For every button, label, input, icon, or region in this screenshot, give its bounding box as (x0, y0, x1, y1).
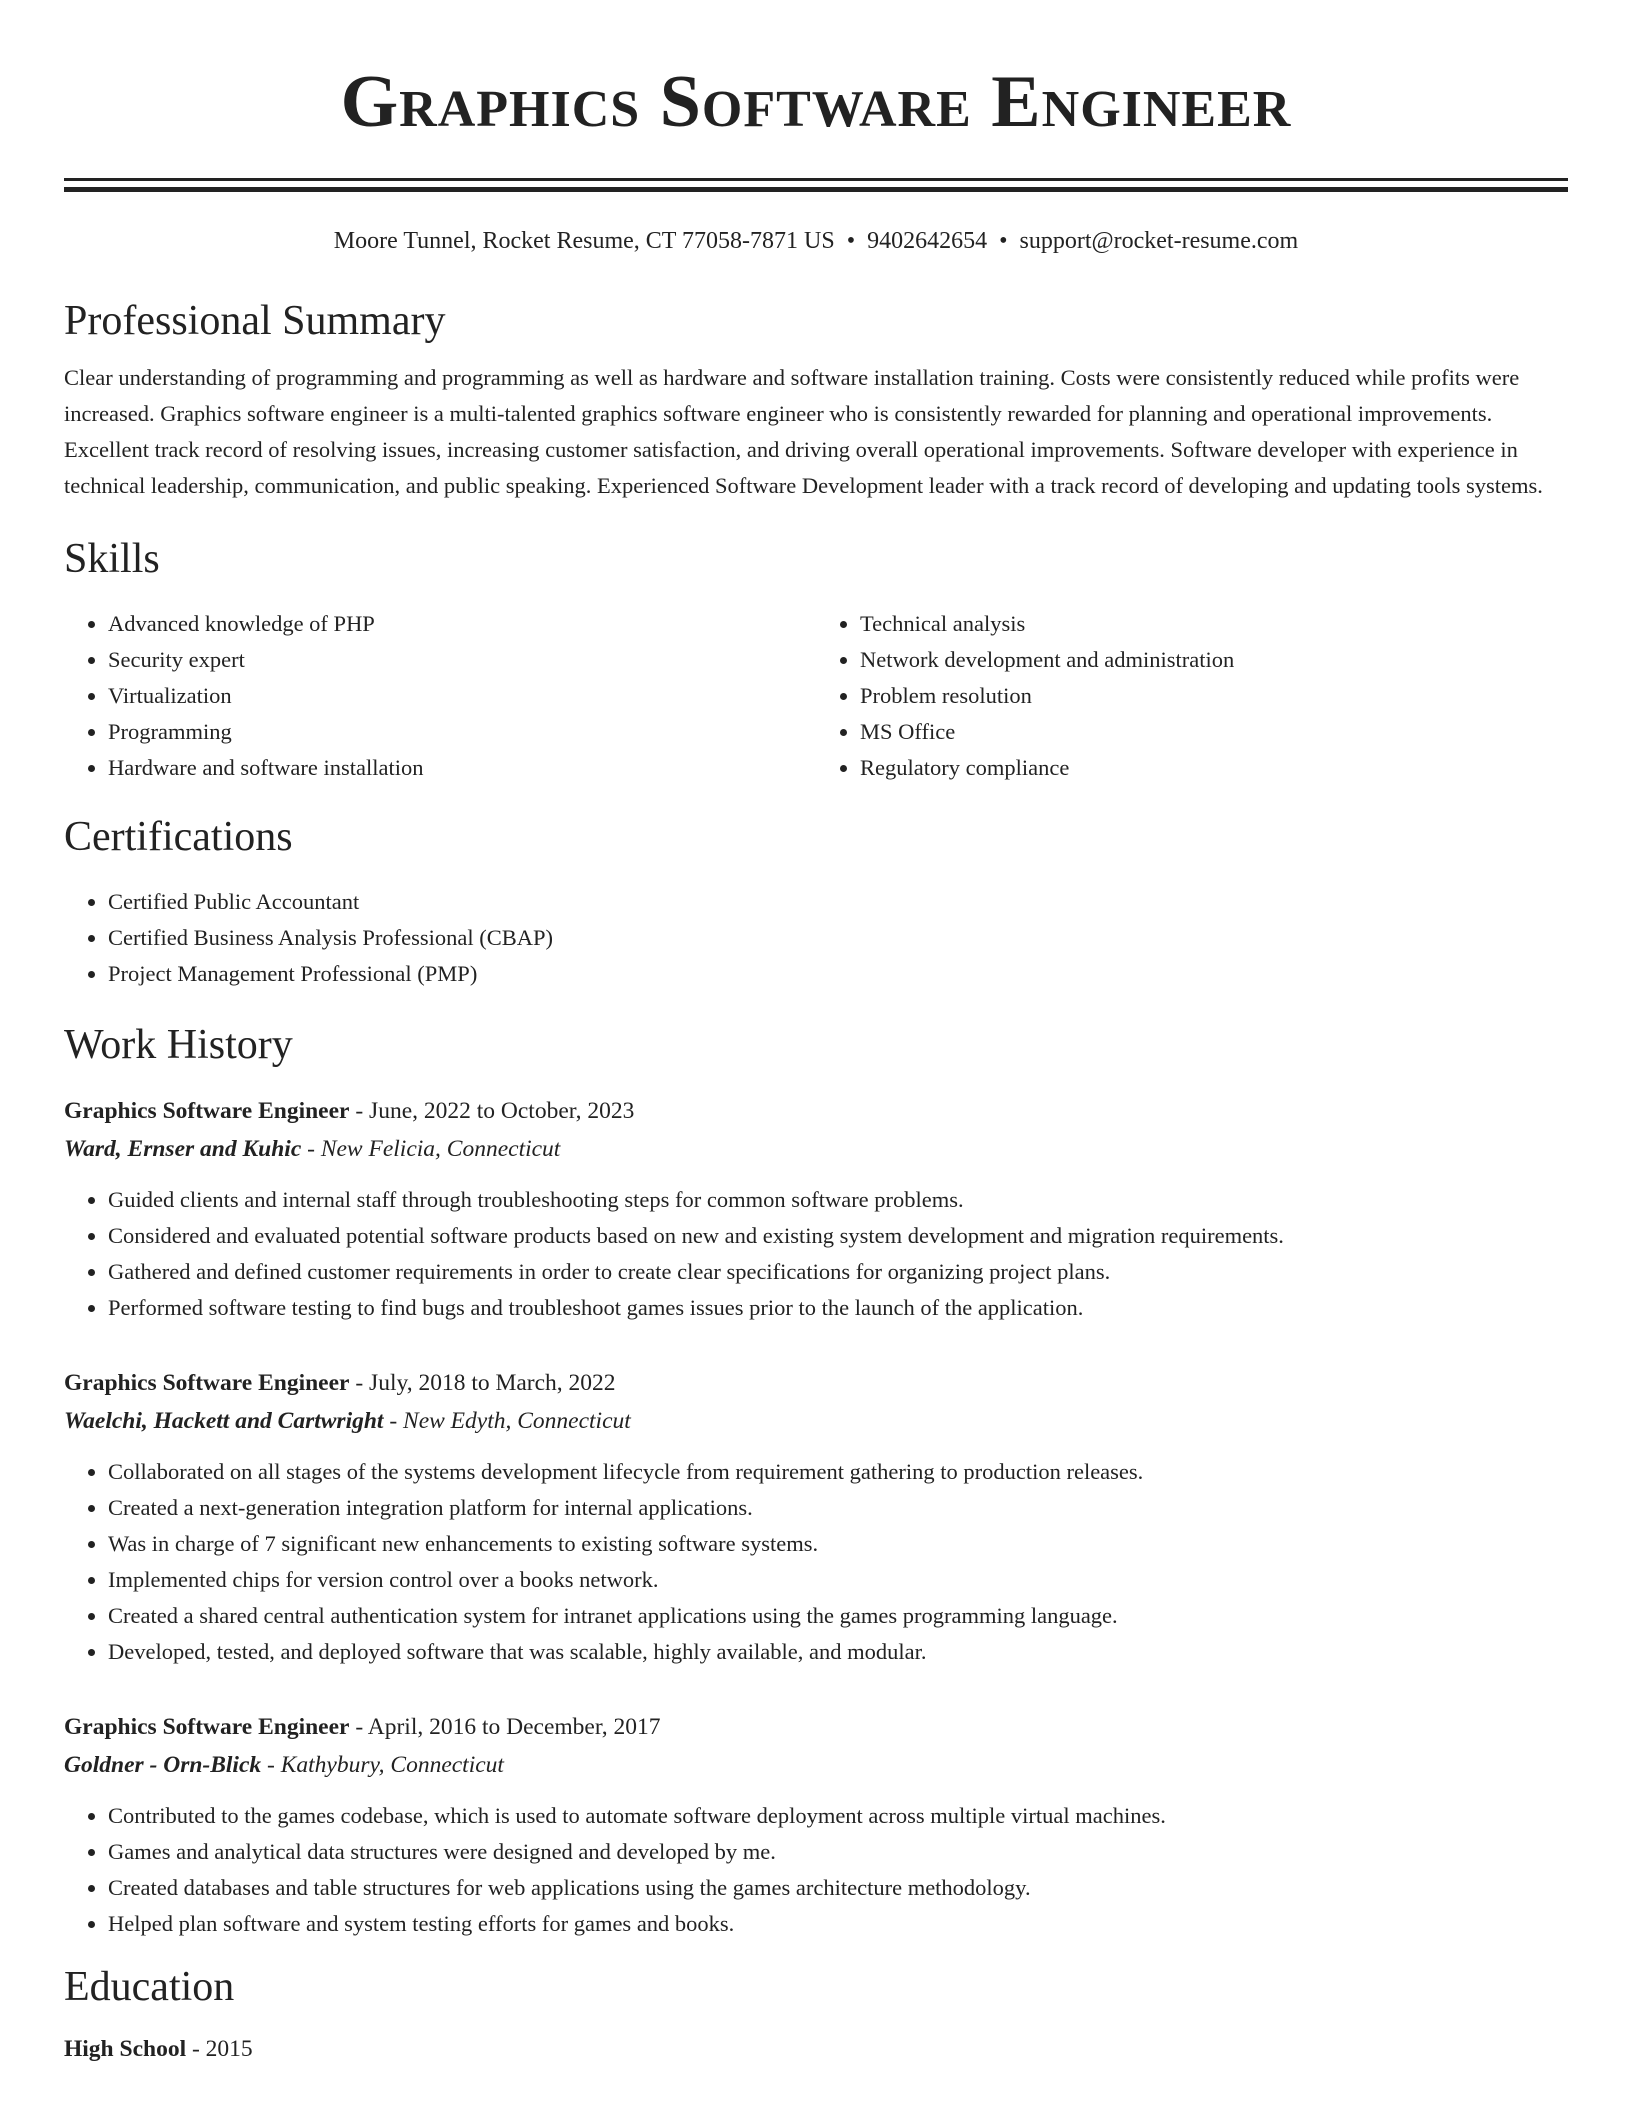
certification-item: • Project Management Professional (PMP) (108, 956, 1568, 992)
contact-line (64, 226, 1568, 256)
contact-phone: 9402642654 (867, 228, 988, 254)
education-entry (64, 2030, 1568, 2068)
contact-separator: • (846, 228, 856, 254)
job-company: Waelchi, Hackett and Cartwright (64, 1408, 384, 1434)
job-bullet: • Helped plan software and system testing efforts for games and books. (108, 1906, 1568, 1942)
job-bullet: • Performed software testing to find bugs and troubleshoot games issues prior to the launch of the application. (108, 1290, 1568, 1326)
job-bullet: • Considered and evaluated potential software products based on new and existing system development and migration requirements. (108, 1218, 1568, 1254)
contact-email: support@rocket-resume.com (1019, 228, 1299, 254)
job-bullet: • Created a next-generation integration platform for internal applications. (108, 1490, 1568, 1526)
skills-list-right (816, 606, 1568, 786)
job-company: Ward, Ernser and Kuhic (64, 1136, 302, 1162)
certification-item: • Certified Public Accountant (108, 884, 1568, 920)
contact-address: Moore Tunnel, Rocket Resume, CT 77058-7871 US (333, 228, 835, 254)
skill-item: • MS Office (860, 714, 1568, 750)
skill-item: • Security expert (108, 642, 816, 678)
job-dates: - April, 2016 to December, 2017 (349, 1714, 661, 1740)
education-section (64, 1962, 1568, 2068)
skill-item: • Problem resolution (860, 678, 1568, 714)
education-degree: High School (64, 2036, 187, 2062)
job-location: - New Edyth, Connecticut (383, 1408, 631, 1434)
skill-item: • Virtualization (108, 678, 816, 714)
skill-item: • Regulatory compliance (860, 750, 1568, 786)
job-bullets (64, 1798, 1568, 1942)
job-entry (64, 1092, 1568, 1326)
job-bullet: • Created a shared central authentication system for intranet applications using the games programming language. (108, 1598, 1568, 1634)
contact-separator: • (999, 228, 1008, 254)
certification-item: • Certified Business Analysis Professional (CBAP) (108, 920, 1568, 956)
job-bullets (64, 1454, 1568, 1670)
job-entry (64, 1708, 1568, 1942)
section-heading-work-history: Work History (64, 1022, 293, 1068)
section-heading-education: Education (64, 1964, 235, 2010)
summary-section (64, 296, 1568, 504)
job-entry (64, 1364, 1568, 1670)
job-bullet: • Contributed to the games codebase, which is used to automate software deployment across multiple virtual machines. (108, 1798, 1568, 1834)
job-bullet: • Was in charge of 7 significant new enhancements to existing software systems. (108, 1526, 1568, 1562)
job-company-line (64, 1402, 1568, 1440)
job-location: - New Felicia, Connecticut (301, 1136, 561, 1162)
job-company-line (64, 1130, 1568, 1168)
job-title-line (64, 1708, 1568, 1746)
job-bullets (64, 1182, 1568, 1326)
job-title: Graphics Software Engineer (64, 1370, 350, 1396)
skill-item: • Network development and administration (860, 642, 1568, 678)
section-heading-skills: Skills (64, 536, 160, 582)
skill-item: • Programming (108, 714, 816, 750)
section-heading-certifications: Certifications (64, 814, 293, 860)
job-company-line (64, 1746, 1568, 1784)
skill-item: • Advanced knowledge of PHP (108, 606, 816, 642)
skills-columns (64, 606, 1568, 786)
job-bullet: • Implemented chips for version control over a books network. (108, 1562, 1568, 1598)
job-title-line (64, 1092, 1568, 1130)
job-dates: - July, 2018 to March, 2022 (349, 1370, 616, 1396)
skills-section (64, 534, 1568, 786)
work-history-section (64, 1020, 1568, 1942)
skill-item: • Technical analysis (860, 606, 1568, 642)
job-title: Graphics Software Engineer (64, 1098, 350, 1124)
job-bullet: • Collaborated on all stages of the systems development lifecycle from requirement gathering to production releases. (108, 1454, 1568, 1490)
skills-list-left (64, 606, 816, 786)
certifications-section (64, 812, 1568, 992)
job-bullet: • Created databases and table structures for web applications using the games architecture methodology. (108, 1870, 1568, 1906)
job-bullet: • Guided clients and internal staff through troubleshooting steps for common software problems. (108, 1182, 1568, 1218)
job-bullet: • Developed, tested, and deployed software that was scalable, highly available, and modular. (108, 1634, 1568, 1670)
resume-title: Graphics Software Engineer (340, 61, 1292, 143)
job-bullet: • Gathered and defined customer requirements in order to create clear specifications for organizing project plans. (108, 1254, 1568, 1290)
certifications-list (64, 884, 1568, 992)
skill-item: • Hardware and software installation (108, 750, 816, 786)
job-title-line (64, 1364, 1568, 1402)
title-divider-top (64, 178, 1568, 181)
section-heading-summary: Professional Summary (64, 298, 446, 344)
summary-text: Clear understanding of programming and programming as well as hardware and software installation training. Costs were consistently reduced while profits were increased. Graphics software engineer is a multi-talented graphics software engineer who is consistently rewarded for planning and operational improvements. Excellent track record of resolving issues, increasing customer satisfaction, and driving overall operational improvements. Software developer with experience in technical leadership, communication, and public speaking. Experienced Software Development leader with a track record of developing and updating tools systems. (64, 365, 1543, 498)
job-title: Graphics Software Engineer (64, 1714, 350, 1740)
job-dates: - June, 2022 to October, 2023 (349, 1098, 635, 1124)
job-location: - Kathybury, Connecticut (261, 1752, 504, 1778)
job-bullet: • Games and analytical data structures were designed and developed by me. (108, 1834, 1568, 1870)
education-year: - 2015 (186, 2036, 253, 2062)
title-divider-bottom (64, 187, 1568, 192)
job-company: Goldner - Orn-Blick (64, 1752, 262, 1778)
